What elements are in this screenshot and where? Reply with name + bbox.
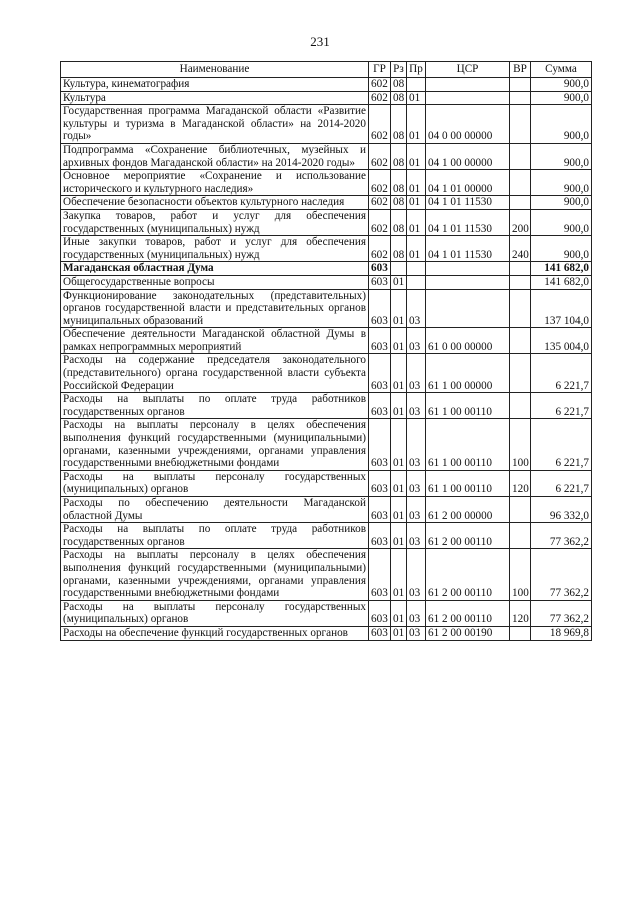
cell-name: Общегосударственные вопросы: [61, 275, 369, 289]
header-gr: ГР: [369, 62, 391, 78]
cell-gr: 602: [369, 91, 391, 105]
cell-gr: 603: [369, 275, 391, 289]
table-row: [61, 78, 592, 92]
cell-rz: 08: [391, 170, 407, 196]
cell-vr: 100: [510, 549, 531, 600]
cell-sum: 900,0: [531, 143, 592, 169]
cell-rz: 01: [391, 549, 407, 600]
cell-pr: 03: [407, 419, 426, 470]
cell-gr: 603: [369, 470, 391, 496]
cell-pr: 01: [407, 236, 426, 262]
cell-csr: 61 2 00 00000: [426, 497, 510, 523]
table-row: [61, 262, 592, 276]
cell-gr: 603: [369, 523, 391, 549]
cell-gr: 603: [369, 393, 391, 419]
cell-vr: [510, 626, 531, 640]
cell-vr: [510, 78, 531, 92]
cell-csr: [426, 275, 510, 289]
cell-vr: [510, 91, 531, 105]
cell-name: Культура, кинематография: [61, 78, 369, 92]
cell-csr: 04 1 01 11530: [426, 196, 510, 210]
cell-sum: 18 969,8: [531, 626, 592, 640]
cell-pr: 01: [407, 209, 426, 235]
header-csr: ЦСР: [426, 62, 510, 78]
cell-gr: 602: [369, 143, 391, 169]
cell-sum: 6 221,7: [531, 354, 592, 393]
cell-pr: 03: [407, 354, 426, 393]
table-row: [61, 419, 592, 470]
table-row: [61, 143, 592, 169]
cell-vr: 240: [510, 236, 531, 262]
table-row: [61, 105, 592, 144]
cell-name: Расходы по обеспечению деятельности Магаданской областной Думы: [61, 497, 369, 523]
cell-sum: 6 221,7: [531, 470, 592, 496]
cell-gr: 603: [369, 328, 391, 354]
cell-sum: 900,0: [531, 196, 592, 210]
cell-rz: 08: [391, 78, 407, 92]
cell-rz: 01: [391, 393, 407, 419]
cell-pr: 03: [407, 600, 426, 626]
cell-vr: 100: [510, 419, 531, 470]
cell-csr: 61 0 00 00000: [426, 328, 510, 354]
cell-pr: 01: [407, 170, 426, 196]
cell-rz: 08: [391, 196, 407, 210]
cell-sum: 141 682,0: [531, 262, 592, 276]
cell-vr: [510, 289, 531, 328]
cell-csr: 61 1 00 00110: [426, 393, 510, 419]
cell-gr: 603: [369, 419, 391, 470]
cell-sum: 900,0: [531, 236, 592, 262]
cell-gr: 603: [369, 549, 391, 600]
cell-name: Основное мероприятие «Сохранение и использование исторического и культурного наследия»: [61, 170, 369, 196]
cell-vr: [510, 497, 531, 523]
page-number: 231: [310, 34, 330, 49]
cell-name: Закупка товаров, работ и услуг для обеспечения государственных (муниципальных) нужд: [61, 209, 369, 235]
header-pr: Пр: [407, 62, 426, 78]
cell-vr: 120: [510, 470, 531, 496]
cell-sum: 77 362,2: [531, 523, 592, 549]
cell-pr: 01: [407, 143, 426, 169]
cell-sum: 900,0: [531, 209, 592, 235]
cell-rz: 08: [391, 209, 407, 235]
cell-pr: 03: [407, 523, 426, 549]
header-sum: Сумма: [531, 62, 592, 78]
cell-csr: [426, 78, 510, 92]
cell-csr: 04 1 01 00000: [426, 170, 510, 196]
cell-gr: 603: [369, 354, 391, 393]
cell-gr: 603: [369, 497, 391, 523]
cell-name: Расходы на выплаты персоналу государственных (муниципальных) органов: [61, 600, 369, 626]
cell-csr: 61 2 00 00190: [426, 626, 510, 640]
cell-vr: [510, 170, 531, 196]
cell-vr: [510, 393, 531, 419]
cell-name: Культура: [61, 91, 369, 105]
cell-rz: 08: [391, 91, 407, 105]
table-row: [61, 170, 592, 196]
cell-sum: 135 004,0: [531, 328, 592, 354]
cell-csr: 04 0 00 00000: [426, 105, 510, 144]
header-name: Наименование: [61, 62, 369, 78]
table-row: [61, 289, 592, 328]
cell-csr: [426, 289, 510, 328]
cell-sum: 77 362,2: [531, 549, 592, 600]
budget-table: [60, 61, 592, 641]
table-row: [61, 91, 592, 105]
cell-pr: [407, 262, 426, 276]
cell-rz: 01: [391, 600, 407, 626]
cell-rz: 01: [391, 275, 407, 289]
cell-pr: 01: [407, 196, 426, 210]
cell-name: Подпрограмма «Сохранение библиотечных, музейных и архивных фондов Магаданской области» на 2014-2020 годы»: [61, 143, 369, 169]
cell-rz: 01: [391, 626, 407, 640]
cell-rz: 01: [391, 354, 407, 393]
cell-sum: 900,0: [531, 91, 592, 105]
table-row: [61, 523, 592, 549]
cell-sum: 6 221,7: [531, 393, 592, 419]
table-row: [61, 393, 592, 419]
table-row: [61, 196, 592, 210]
cell-sum: 96 332,0: [531, 497, 592, 523]
cell-gr: 602: [369, 170, 391, 196]
table-header-row: [61, 62, 592, 78]
cell-name: Расходы на выплаты персоналу в целях обеспечения выполнения функций государственными (муниципальными) органами, казенными учреждениями, органами управления государственными внебюджетными фондами: [61, 549, 369, 600]
table-row: [61, 600, 592, 626]
cell-csr: 61 1 00 00000: [426, 354, 510, 393]
cell-name: Обеспечение безопасности объектов культурного наследия: [61, 196, 369, 210]
cell-sum: 900,0: [531, 78, 592, 92]
table-row: [61, 470, 592, 496]
cell-csr: 04 1 01 11530: [426, 209, 510, 235]
table-row: [61, 209, 592, 235]
table-row: [61, 275, 592, 289]
cell-gr: 603: [369, 600, 391, 626]
cell-sum: 77 362,2: [531, 600, 592, 626]
cell-gr: 602: [369, 236, 391, 262]
cell-csr: [426, 91, 510, 105]
cell-name: Магаданская областная Дума: [61, 262, 369, 276]
cell-name: Расходы на выплаты персоналу государственных (муниципальных) органов: [61, 470, 369, 496]
table-row: [61, 626, 592, 640]
cell-pr: [407, 78, 426, 92]
cell-vr: [510, 328, 531, 354]
cell-name: Функционирование законодательных (представительных) органов государственной власти и представительных органов муниципальных образований: [61, 289, 369, 328]
cell-sum: 900,0: [531, 105, 592, 144]
cell-rz: 08: [391, 143, 407, 169]
cell-gr: 602: [369, 196, 391, 210]
table-row: [61, 328, 592, 354]
cell-pr: 03: [407, 497, 426, 523]
cell-vr: [510, 143, 531, 169]
cell-csr: 04 1 00 00000: [426, 143, 510, 169]
cell-csr: 04 1 01 11530: [426, 236, 510, 262]
cell-rz: 01: [391, 419, 407, 470]
cell-sum: 6 221,7: [531, 419, 592, 470]
cell-csr: 61 2 00 00110: [426, 549, 510, 600]
cell-csr: 61 1 00 00110: [426, 470, 510, 496]
cell-rz: 01: [391, 523, 407, 549]
cell-sum: 137 104,0: [531, 289, 592, 328]
cell-sum: 900,0: [531, 170, 592, 196]
cell-vr: 120: [510, 600, 531, 626]
cell-rz: [391, 262, 407, 276]
table-row: [61, 549, 592, 600]
cell-pr: [407, 275, 426, 289]
cell-gr: 603: [369, 289, 391, 328]
cell-pr: 01: [407, 105, 426, 144]
cell-pr: 01: [407, 91, 426, 105]
table-body: [61, 78, 592, 641]
cell-csr: 61 2 00 00110: [426, 523, 510, 549]
cell-vr: [510, 105, 531, 144]
cell-gr: 602: [369, 209, 391, 235]
cell-gr: 602: [369, 105, 391, 144]
cell-vr: [510, 354, 531, 393]
cell-name: Расходы на выплаты по оплате труда работников государственных органов: [61, 523, 369, 549]
cell-vr: [510, 275, 531, 289]
cell-name: Расходы на выплаты персоналу в целях обеспечения выполнения функций государственными (муниципальными) органами, казенными учреждениями, органами управления государственными внебюджетными фондами: [61, 419, 369, 470]
cell-vr: [510, 196, 531, 210]
cell-pr: 03: [407, 328, 426, 354]
table-row: [61, 497, 592, 523]
cell-name: Расходы на выплаты по оплате труда работников государственных органов: [61, 393, 369, 419]
cell-gr: 602: [369, 78, 391, 92]
cell-pr: 03: [407, 393, 426, 419]
cell-name: Расходы на обеспечение функций государственных органов: [61, 626, 369, 640]
cell-name: Расходы на содержание председателя законодательного (представительного) органа государственной власти субъекта Российской Федерации: [61, 354, 369, 393]
cell-rz: 01: [391, 497, 407, 523]
cell-rz: 08: [391, 236, 407, 262]
table-row: [61, 236, 592, 262]
cell-gr: 603: [369, 626, 391, 640]
cell-rz: 01: [391, 470, 407, 496]
cell-name: Иные закупки товаров, работ и услуг для обеспечения государственных (муниципальных) нужд: [61, 236, 369, 262]
cell-rz: 01: [391, 289, 407, 328]
cell-rz: 01: [391, 328, 407, 354]
cell-gr: 603: [369, 262, 391, 276]
header-vr: ВР: [510, 62, 531, 78]
cell-name: Обеспечение деятельности Магаданской областной Думы в рамках непрограммных мероприятий: [61, 328, 369, 354]
cell-csr: 61 1 00 00110: [426, 419, 510, 470]
cell-name: Государственная программа Магаданской области «Развитие культуры и туризма в Магаданской области» на 2014-2020 годы»: [61, 105, 369, 144]
cell-vr: [510, 523, 531, 549]
cell-rz: 08: [391, 105, 407, 144]
cell-csr: [426, 262, 510, 276]
cell-pr: 03: [407, 289, 426, 328]
cell-pr: 03: [407, 549, 426, 600]
header-rz: Рз: [391, 62, 407, 78]
cell-csr: 61 2 00 00110: [426, 600, 510, 626]
table-row: [61, 354, 592, 393]
cell-pr: 03: [407, 470, 426, 496]
cell-vr: [510, 262, 531, 276]
cell-pr: 03: [407, 626, 426, 640]
cell-sum: 141 682,0: [531, 275, 592, 289]
cell-vr: 200: [510, 209, 531, 235]
